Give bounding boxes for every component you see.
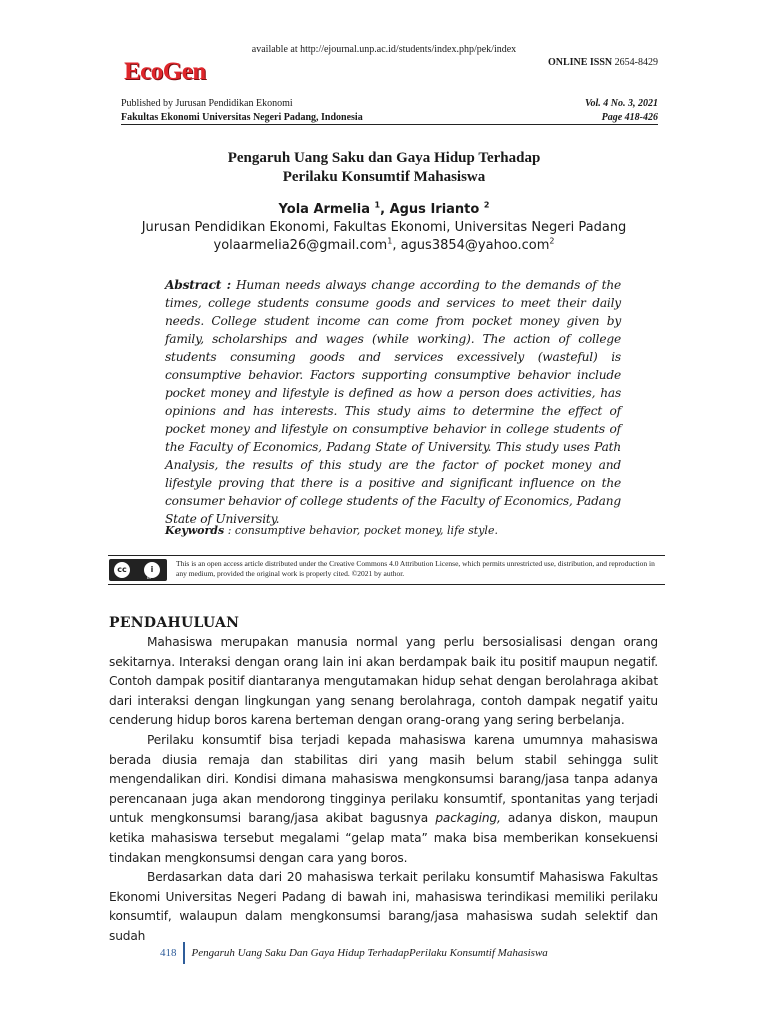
author-1: Yola Armelia (278, 202, 370, 217)
author-2-sup: 2 (483, 200, 490, 210)
faculty-name: Fakultas Ekonomi Universitas Negeri Padang, Indonesia (121, 112, 363, 123)
issn-number: 2654-8429 (614, 57, 658, 68)
abstract-label: Abstract : (165, 278, 231, 292)
license-text: This is an open access article distributed under the Creative Commons 4.0 Attribution License, which permits unrestricted use, distribution, and reproduction in any medium, provided the original work is properly cited. ©2021 by author. (176, 559, 655, 578)
author-2: Agus Irianto (389, 202, 480, 217)
author-emails (0, 237, 768, 255)
email-1: yolaarmelia26@gmail.com (213, 238, 388, 253)
published-by: Published by Jurusan Pendidikan Ekonomi (121, 98, 293, 109)
journal-logo: EcoGen (124, 58, 206, 85)
abstract-text: Human needs always change according to the demands of the times, college students consume goods and services to meet their daily needs. College student income can come from pocket money given by family, scholarships and wages (while working). The action of college students consuming goods and services excessively (wasteful) is consumptive behavior. Factors supporting consumptive behavior include pocket money and lifestyle is defined as how a person does activities, has opinions and has interests. This study aims to determine the effect of pocket money and lifestyle on consumptive behavior in college students of the Faculty of Economics, Padang State of University. This study uses Path Analysis, the results of this study are the factor of pocket money and lifestyle proving that there is a positive and significant influence on the consumer behavior of college students of the Faculty of Economics, Padang State of University. (165, 278, 621, 526)
issue-info (585, 97, 658, 125)
title-line-1: Pengaruh Uang Saku dan Gaya Hidup Terhadap (227, 150, 541, 166)
keywords-text: : consumptive behavior, pocket money, life style. (227, 524, 498, 537)
email-2-sup: 2 (549, 236, 555, 246)
keywords-label: Keywords (165, 524, 225, 537)
paragraph-3: Berdasarkan data dari 20 mahasiswa terkait perilaku konsumtif Mahasiswa Fakultas Ekonomi Universitas Negeri Padang di bawah ini, mahasiswa terindikasi memiliki perilaku konsumtif, walaupun dalam mengkonsumsi barang/jasa mahasiswa sudah selektif dan sudah (109, 870, 658, 943)
license-box (108, 555, 665, 585)
title-line-2: Perilaku Konsumtif Mahasiswa (282, 169, 486, 185)
affiliation-block (0, 219, 768, 255)
author-1-sup: 1 (374, 200, 381, 210)
cc-icon: cc (113, 561, 131, 579)
by-icon: i (143, 561, 161, 579)
volume-info: Vol. 4 No. 3, 2021 (584, 98, 658, 109)
paragraph-2-part-a: Perilaku konsumtif bisa terjadi kepada mahasiswa karena umumnya mahasiswa berada diusia remaja dan stabilitas diri yang masih belum stabil sehingga sulit mengendalikan diri. Kondisi dimana mahasiswa mengkonsumsi barang/jasa tanpa adanya perencanaan juga akan mendorong tingginya perilaku konsumtif, spontanitas yang terjadi untuk mengkonsumsi barang/jasa akibat bagusnya (109, 732, 658, 826)
journal-url: available at http://ejournal.unp.ac.id/students/index.php/pek/index (251, 44, 517, 55)
article-title (0, 149, 768, 187)
section-title: PENDAHULUAN (109, 615, 240, 631)
cc-by-badge-icon (109, 559, 167, 581)
paragraph-2-italic: packaging, (435, 811, 501, 826)
issn (548, 57, 658, 68)
section-body (109, 633, 658, 947)
publisher-info (121, 97, 363, 125)
email-separator: , (392, 238, 401, 253)
page-footer (160, 943, 548, 963)
footer-divider (183, 942, 185, 964)
header-divider (121, 124, 658, 125)
paragraph-2 (109, 731, 658, 868)
page-number: 418 (160, 947, 177, 959)
paragraph-1: Mahasiswa merupakan manusia normal yang perlu bersosialisasi dengan orang sekitarnya. Interaksi dengan orang lain ini akan berdampak baik itu positif maupun negatif. Contoh dampak positif diantaranya mengutamakan hidup sehat dengan berolahraga akibat dari interaksi dengan lingkungan yang senang berolahraga, contoh dampak negatif yaitu cenderung hidup boros karena berteman dengan orang-orang yang sering berbelanja. (109, 635, 658, 728)
page-range: Page 418-426 (601, 112, 658, 123)
authors (0, 202, 768, 217)
email-1-sup: 1 (387, 236, 393, 246)
abstract (165, 276, 621, 528)
issn-label: ONLINE ISSN (547, 57, 613, 68)
paragraph-2-part-b: adanya diskon, maupun ketika mahasiswa tersebut megalami “gelap mata” maka bisa memberikan konsekuensi tindakan mengkonsumsi dengan cara yang boros. (109, 811, 658, 865)
running-title: Pengaruh Uang Saku Dan Gaya Hidup TerhadapPerilaku Konsumtif Mahasiswa (191, 947, 548, 959)
email-2: agus3854@yahoo.com (400, 238, 550, 253)
by-label: BY (147, 575, 152, 580)
author-separator: , (380, 202, 390, 217)
affiliation: Jurusan Pendidikan Ekonomi, Fakultas Ekonomi, Universitas Negeri Padang (141, 220, 627, 235)
keywords (165, 524, 498, 537)
